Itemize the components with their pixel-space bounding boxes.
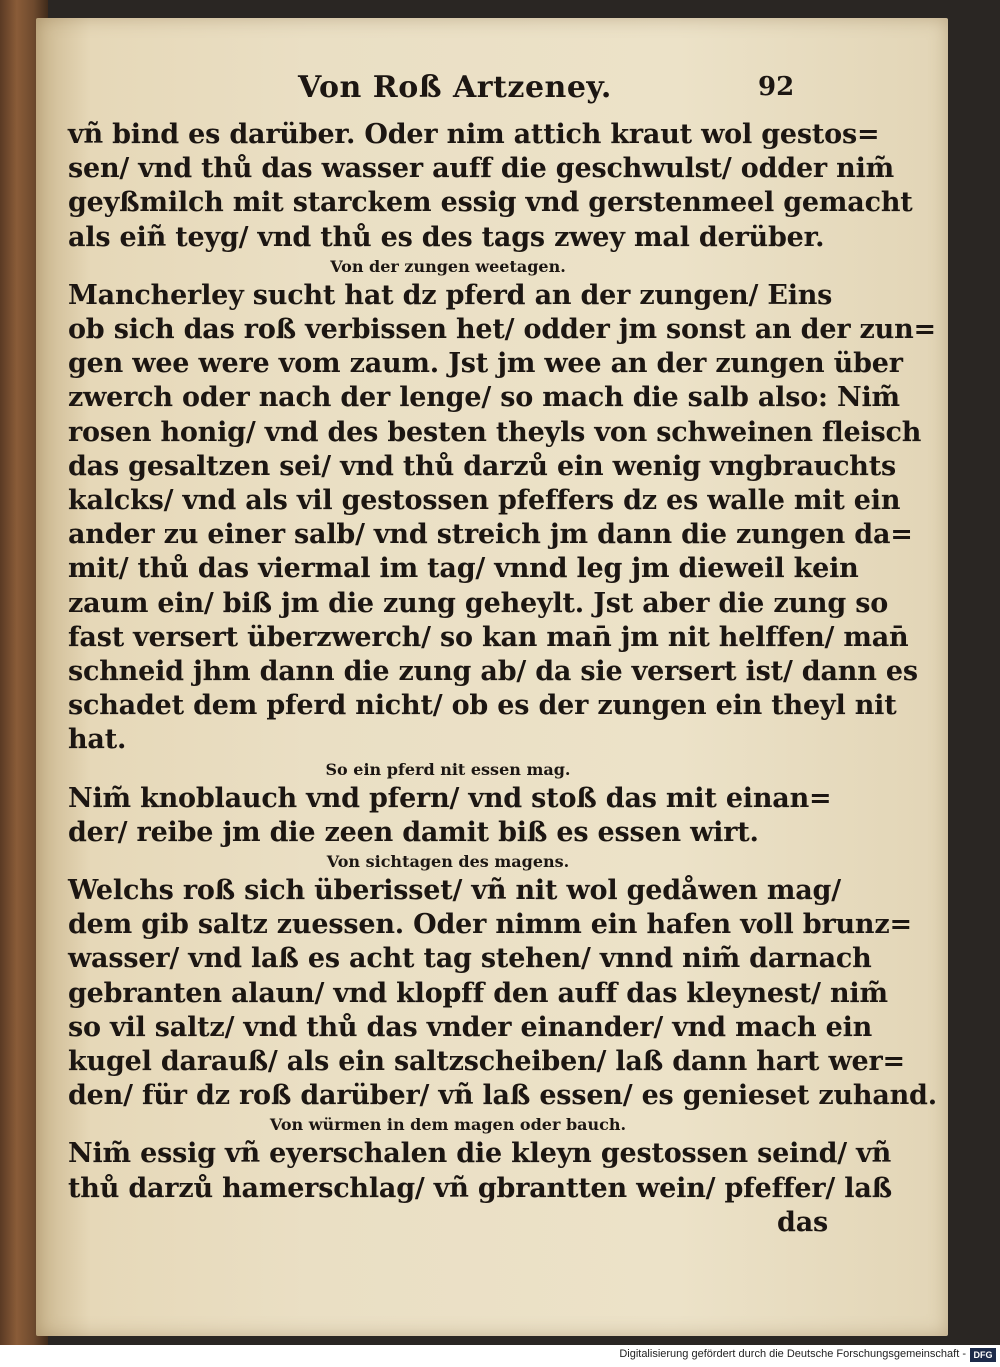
text-line: vñ bind es darüber. Oder nim attich kraut wol gestos=	[68, 119, 880, 150]
text-line: als eiñ teyg/ vnd thů es des tags zwey mal derüber.	[68, 221, 825, 253]
text-line: Mancherley sucht hat dz pferd an der zungen/ Eins	[68, 279, 833, 311]
text-line: rosen honig/ vnd des besten theyls von schweinen fleisch	[68, 416, 922, 448]
section-heading: So ein pferd nit essen mag.	[325, 759, 571, 779]
text-line: den/ für dz roß darüber/ vñ laß essen/ es genieset zuhand.	[68, 1080, 937, 1112]
section-heading: Von würmen in dem magen oder bauch.	[269, 1115, 627, 1135]
text-line: geyßmilch mit starckem essig vnd gerstenmeel gemacht	[68, 187, 913, 219]
text-line: so vil saltz/ vnd thů das vnder einander/ vnd mach ein	[68, 1011, 873, 1043]
text-line: Welchs roß sich überisset/ vñ nit wol gedåwen mag/	[68, 875, 841, 907]
text-line: gebranten alaun/ vnd klopff den auff das kleynest/ nim̃	[68, 977, 888, 1009]
text-line: kugel darauß/ als ein saltzscheiben/ laß dann hart wer=	[68, 1046, 905, 1078]
text-line: ander zu einer salb/ vnd streich jm dann die zungen da=	[68, 519, 913, 551]
text-line: zwerch oder nach der lenge/ so mach die salb also: Nim̃	[68, 382, 900, 414]
text-line: zaum ein/ biß jm die zung geheylt. Jst aber die zung so	[68, 587, 889, 619]
dfg-logo: DFG	[970, 1348, 996, 1362]
footer-bar	[0, 1345, 1000, 1367]
catchword: das	[777, 1206, 828, 1238]
book-page	[36, 18, 948, 1336]
text-line: schadet dem pferd nicht/ ob es der zungen ein theyl nit	[68, 690, 897, 722]
text-line: gen wee were vom zaum. Jst jm wee an der zungen über	[68, 348, 903, 380]
folio-number: 92	[758, 72, 795, 102]
body-text	[68, 118, 937, 1240]
text-line: das gesaltzen sei/ vnd thů darzů ein wenig vngbrauchts	[68, 450, 897, 482]
section-heading: Von der zungen weetagen.	[330, 256, 566, 276]
text-line: der/ reibe jm die zeen damit biß es essen wirt.	[68, 816, 759, 848]
text-line: sen/ vnd thů das wasser auff die geschwulst/ odder nim̃	[68, 153, 895, 185]
text-line: kalcks/ vnd als vil gestossen pfeffers dz es walle mit ein	[68, 485, 901, 517]
text-line: hat.	[68, 724, 127, 756]
text-line: schneid jhm dann die zung ab/ da sie versert ist/ dann es	[68, 656, 918, 688]
text-line: Nim̃ knoblauch vnd pfern/ vnd stoß das mit einan=	[68, 782, 832, 814]
text-line: fast versert überzwerch/ so kan man̄ jm nit helffen/ man̄	[68, 621, 909, 653]
section-heading: Von sichtagen des magens.	[326, 852, 570, 872]
text-line: thů darzů hamerschlag/ vñ gbrantten wein/ pfeffer/ laß	[68, 1172, 892, 1204]
text-line: dem gib saltz zuessen. Oder nimm ein hafen voll brunz=	[68, 909, 912, 941]
running-title: Von Roß Artzeney.	[298, 70, 612, 105]
running-head	[68, 70, 828, 118]
page-text-block	[68, 70, 937, 1240]
text-line: wasser/ vnd laß es acht tag stehen/ vnnd nim̃ darnach	[68, 943, 872, 975]
footer-credit: Digitalisierung gefördert durch die Deutsche Forschungsgemeinschaft -	[619, 1348, 966, 1360]
text-line: Nim̃ essig vñ eyerschalen die kleyn gestossen seind/ vñ	[68, 1138, 892, 1170]
text-line: mit/ thů das viermal im tag/ vnnd leg jm dieweil kein	[68, 553, 859, 585]
text-line: ob sich das roß verbissen het/ odder jm sonst an der zun=	[68, 314, 936, 346]
